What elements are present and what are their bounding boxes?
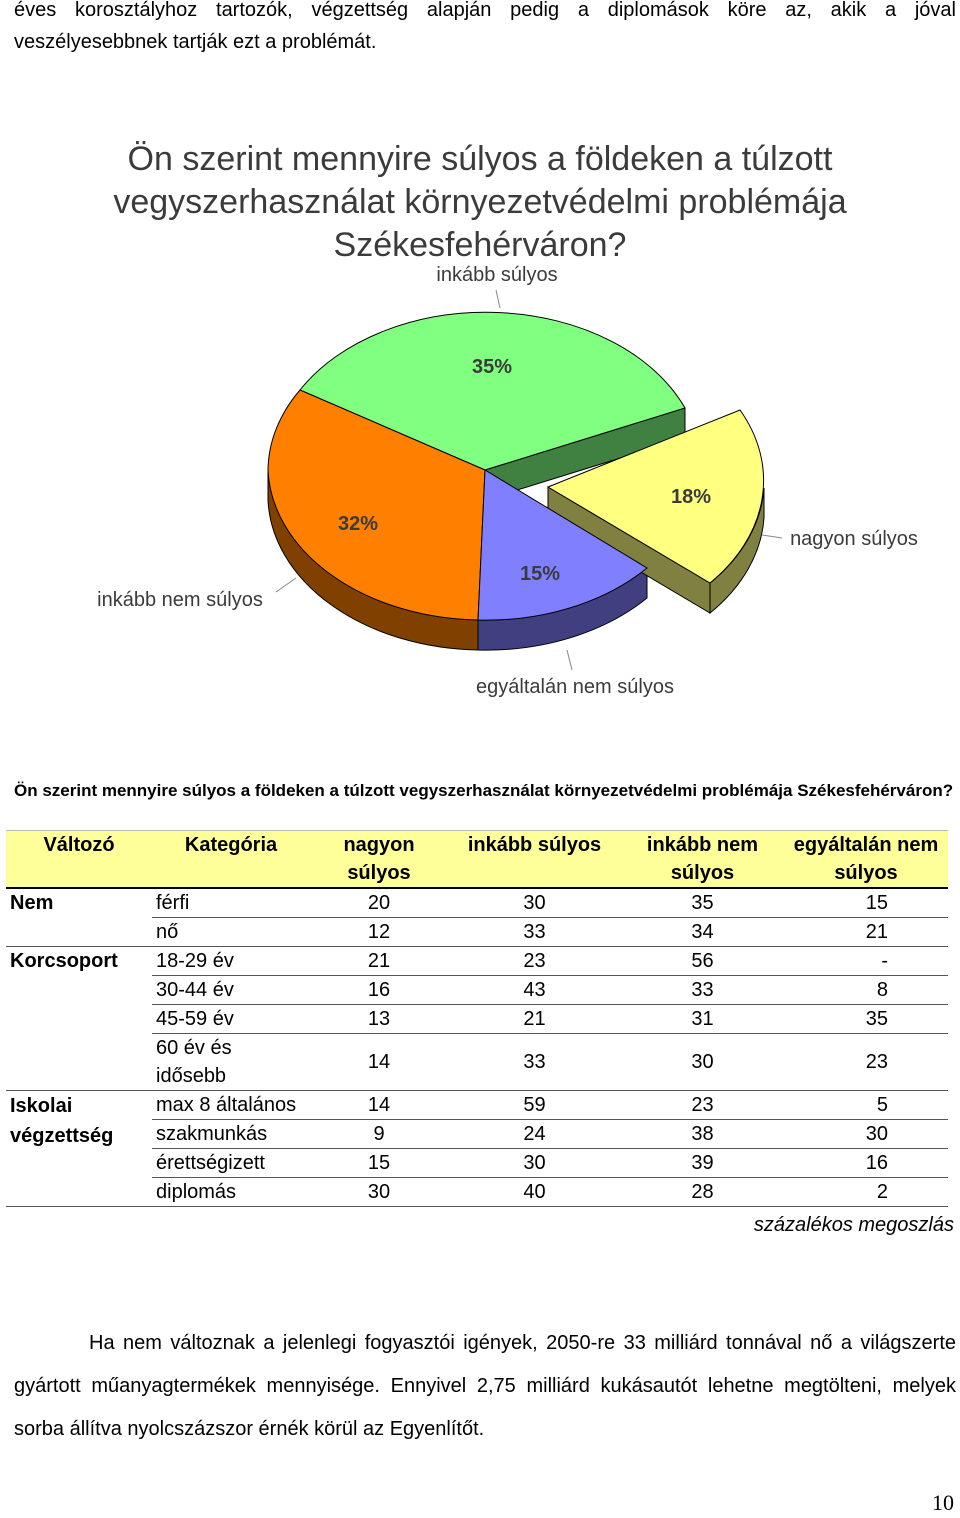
pie-chart	[0, 250, 960, 710]
cell-value: 14	[310, 1034, 448, 1091]
row-category: nő	[152, 918, 310, 947]
label-inkabb-sulyos: inkább súlyos	[436, 264, 558, 286]
body-paragraph: Ha nem változnak a jelenlegi fogyasztói igények, 2050-re 33 milliárd tonnával nő a világszerte gyártott műanyagtermékek mennyisége. Ennyivel 2,75 milliárd kukásautót lehetne megtölteni, melyek sorba állítva nyolcszázszor érnék körül az Egyenlítőt.	[14, 1332, 956, 1440]
label-inkabb-nem-sulyos: inkább nem súlyos	[97, 589, 263, 611]
page-number: 10	[932, 1490, 954, 1515]
cell-value: 30	[310, 1178, 448, 1207]
cell-value: 56	[621, 947, 784, 976]
table-row	[6, 888, 948, 918]
cell-value: 13	[310, 1005, 448, 1034]
cell-value: 14	[310, 1091, 448, 1120]
cell-value: 12	[310, 918, 448, 947]
value-nagyon-sulyos: 18%	[670, 486, 712, 508]
cell-value: 15	[784, 888, 948, 918]
cell-value: 15	[310, 1149, 448, 1178]
cell-value: 23	[448, 947, 621, 976]
value-inkabb-sulyos: 35%	[471, 356, 513, 378]
cell-value: 23	[784, 1034, 948, 1091]
row-category: szakmunkás	[152, 1120, 310, 1149]
table-note: százalékos megoszlás	[753, 1214, 954, 1236]
value-egyaltalan-nem-sulyos: 15%	[519, 563, 561, 585]
cell-value: 33	[621, 976, 784, 1005]
group-label: Nem	[6, 888, 152, 947]
header-variable: Változó	[6, 831, 152, 889]
chart-title: Ön szerint mennyire súlyos a földeken a túlzott vegyszerhasználat környezetvédelmi problémája Székesfehérváron?	[113, 140, 847, 264]
intro-line-2: veszélyesebbnek tartják ezt a problémát.	[14, 31, 377, 53]
group-label: Iskolai végzettség	[6, 1091, 152, 1207]
row-category: max 8 általános	[152, 1091, 310, 1120]
cell-value: 20	[310, 888, 448, 918]
table-row	[6, 1091, 948, 1120]
cell-value: 21	[448, 1005, 621, 1034]
table-title: Ön szerint mennyire súlyos a földeken a túlzott vegyszerhasználat környezetvédelmi problémája Székesfehérváron?	[14, 781, 954, 800]
label-egyaltalan-nem-sulyos: egyáltalán nem súlyos	[476, 676, 674, 698]
row-category: 18-29 év	[152, 947, 310, 976]
header-category: Kategória	[152, 831, 310, 889]
cell-value: 30	[448, 888, 621, 918]
value-inkabb-nem-sulyos: 32%	[337, 513, 379, 535]
cell-value: 30	[784, 1120, 948, 1149]
leader-inkabb-nem-sulyos	[276, 578, 296, 592]
row-category: 30-44 év	[152, 976, 310, 1005]
cell-value: 35	[621, 888, 784, 918]
leader-nagyon-sulyos	[762, 535, 782, 538]
header-nagyon-sulyos: nagyon súlyos	[310, 831, 448, 889]
cell-value: 30	[621, 1034, 784, 1091]
cell-value: 21	[310, 947, 448, 976]
cell-value: 39	[621, 1149, 784, 1178]
cell-value: 43	[448, 976, 621, 1005]
header-inkabb-sulyos: inkább súlyos	[448, 831, 621, 889]
cell-value: 2	[784, 1178, 948, 1207]
leader-inkabb-sulyos	[496, 290, 500, 308]
header-inkabb-nem-sulyos: inkább nem súlyos	[621, 831, 784, 889]
cell-value: 21	[784, 918, 948, 947]
cell-value: 23	[621, 1091, 784, 1120]
cell-value: 31	[621, 1005, 784, 1034]
cell-value: 30	[448, 1149, 621, 1178]
cell-value: 16	[784, 1149, 948, 1178]
group-label: Korcsoport	[6, 947, 152, 1091]
intro-line-1: éves korosztályhoz tartozók, végzettség alapján pedig a diplomások köre az, akik a jóval	[14, 0, 956, 21]
row-category: férfi	[152, 888, 310, 918]
row-category: érettségizett	[152, 1149, 310, 1178]
results-table	[6, 830, 948, 1207]
row-category: 45-59 év	[152, 1005, 310, 1034]
cell-value: 34	[621, 918, 784, 947]
cell-value: 8	[784, 976, 948, 1005]
header-egyaltalan-nem-sulyos: egyáltalán nem súlyos	[784, 831, 948, 889]
intro-text	[14, 0, 956, 58]
cell-value: 16	[310, 976, 448, 1005]
cell-value: 35	[784, 1005, 948, 1034]
cell-value: 33	[448, 918, 621, 947]
cell-value: 5	[784, 1091, 948, 1120]
label-nagyon-sulyos: nagyon súlyos	[790, 528, 918, 550]
row-category: 60 év és idősebb	[152, 1034, 310, 1091]
table-row	[6, 947, 948, 976]
cell-value: 33	[448, 1034, 621, 1091]
cell-value: -	[784, 947, 948, 976]
row-category: diplomás	[152, 1178, 310, 1207]
cell-value: 38	[621, 1120, 784, 1149]
cell-value: 59	[448, 1091, 621, 1120]
cell-value: 24	[448, 1120, 621, 1149]
cell-value: 28	[621, 1178, 784, 1207]
cell-value: 40	[448, 1178, 621, 1207]
cell-value: 9	[310, 1120, 448, 1149]
leader-egyaltalan-nem-sulyos	[567, 650, 572, 670]
